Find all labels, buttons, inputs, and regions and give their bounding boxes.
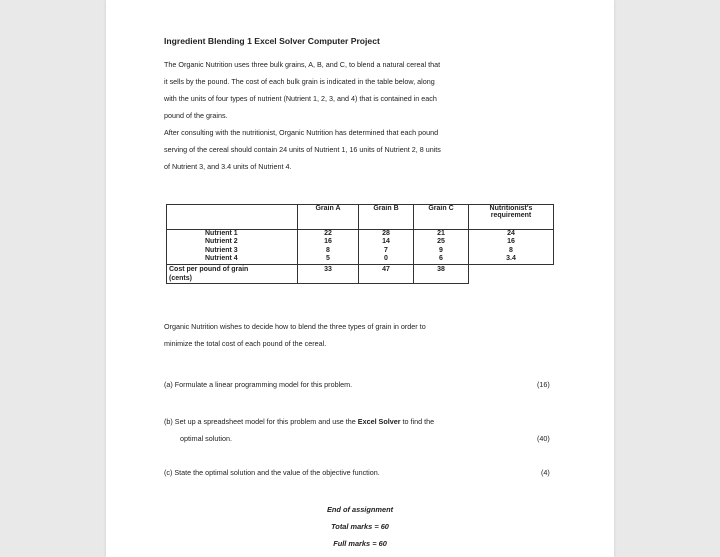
- objective-paragraph: [164, 318, 426, 352]
- table-row-nutrients: [167, 230, 554, 265]
- table-header-row: [167, 205, 554, 230]
- table-row-cost: [167, 264, 554, 283]
- cost-grain-b: 47: [359, 264, 414, 283]
- question-b-marks: (40): [537, 434, 550, 443]
- intro-line: The Organic Nutrition uses three bulk grains, A, B, and C, to blend a natural cereal that: [164, 60, 441, 69]
- cell-value: 16: [324, 238, 332, 246]
- objective-line: minimize the total cost of each pound of the cereal.: [164, 339, 327, 348]
- cell-value: 9: [439, 246, 443, 254]
- total-marks: Total marks = 60: [331, 522, 389, 531]
- question-c-marks: (4): [541, 468, 550, 477]
- header-grain-c: Grain C: [414, 205, 469, 230]
- cost-label-line2: (cents): [169, 274, 192, 282]
- cell-value: 5: [326, 255, 330, 263]
- intro-line: pound of the grains.: [164, 111, 228, 120]
- cell-value: 8: [509, 246, 513, 254]
- intro-line: of Nutrient 3, and 3.4 units of Nutrient 4.: [164, 162, 292, 171]
- nutrient-labels-cell: [167, 230, 298, 265]
- header-grain-a: Grain A: [298, 205, 359, 230]
- end-of-assignment: End of assignment: [326, 505, 394, 514]
- cell-value: 8: [326, 246, 330, 254]
- cell-value: 0: [384, 255, 388, 263]
- cell-value: 25: [437, 238, 445, 246]
- cost-grain-c: 38: [414, 264, 469, 283]
- header-grain-b: Grain B: [359, 205, 414, 230]
- intro-line: After consulting with the nutritionist, Organic Nutrition has determined that each pound: [164, 128, 439, 137]
- grain-a-values: [298, 230, 359, 265]
- intro-line: with the units of four types of nutrient (Nutrient 1, 2, 3, and 4) that is contained in each: [164, 94, 437, 103]
- question-c: (c) State the optimal solution and the value of the objective function.: [164, 468, 380, 477]
- nutrient-label: Nutrient 4: [205, 255, 238, 263]
- header-requirement-label: Nutritionist's requirement: [489, 205, 533, 219]
- question-b-excel-solver: Excel Solver: [357, 417, 401, 426]
- cell-value: 16: [507, 238, 515, 246]
- requirement-values: [469, 230, 554, 265]
- question-b-text1: (b) Set up a spreadsheet model for this problem and use the: [164, 417, 356, 426]
- intro-line: serving of the cereal should contain 24 units of Nutrient 1, 16 units of Nutrient 2, 8 units: [164, 145, 441, 154]
- intro-line: it sells by the pound. The cost of each bulk grain is indicated in the table below, along: [164, 77, 435, 86]
- cell-value: 3.4: [506, 255, 516, 263]
- cell-value: 6: [439, 255, 443, 263]
- nutrient-label: Nutrient 1: [205, 230, 238, 237]
- cell-value: 7: [384, 246, 388, 254]
- intro-paragraph: [164, 56, 441, 175]
- question-b-line2: optimal solution.: [180, 434, 232, 443]
- grain-nutrient-table: [166, 204, 554, 284]
- question-a-marks: (16): [537, 380, 550, 389]
- grain-b-values: [359, 230, 414, 265]
- question-a: (a) Formulate a linear programming model for this problem.: [164, 380, 353, 389]
- document-title: Ingredient Blending 1 Excel Solver Computer Project: [164, 36, 380, 46]
- nutrient-label: Nutrient 3: [205, 246, 238, 254]
- cost-label-cell: [167, 264, 298, 283]
- cell-value: 14: [382, 238, 390, 246]
- cell-value: 22: [324, 230, 332, 237]
- question-b-line1: [164, 417, 434, 426]
- cell-value: 28: [382, 230, 390, 237]
- cell-value: 24: [507, 230, 515, 237]
- grain-c-values: [414, 230, 469, 265]
- full-marks: Full marks = 60: [333, 539, 387, 548]
- cell-value: 21: [437, 230, 445, 237]
- nutrient-label: Nutrient 2: [205, 238, 238, 246]
- cost-label-line1: Cost per pound of grain: [169, 265, 249, 273]
- cost-grain-a: 33: [298, 264, 359, 283]
- empty-cell: [469, 264, 554, 283]
- question-b-text2: to find the: [402, 417, 435, 426]
- header-requirement: [469, 205, 554, 230]
- table-corner-cell: [167, 205, 298, 230]
- document-page: [106, 0, 614, 557]
- objective-line: Organic Nutrition wishes to decide how to blend the three types of grain in order to: [164, 322, 426, 331]
